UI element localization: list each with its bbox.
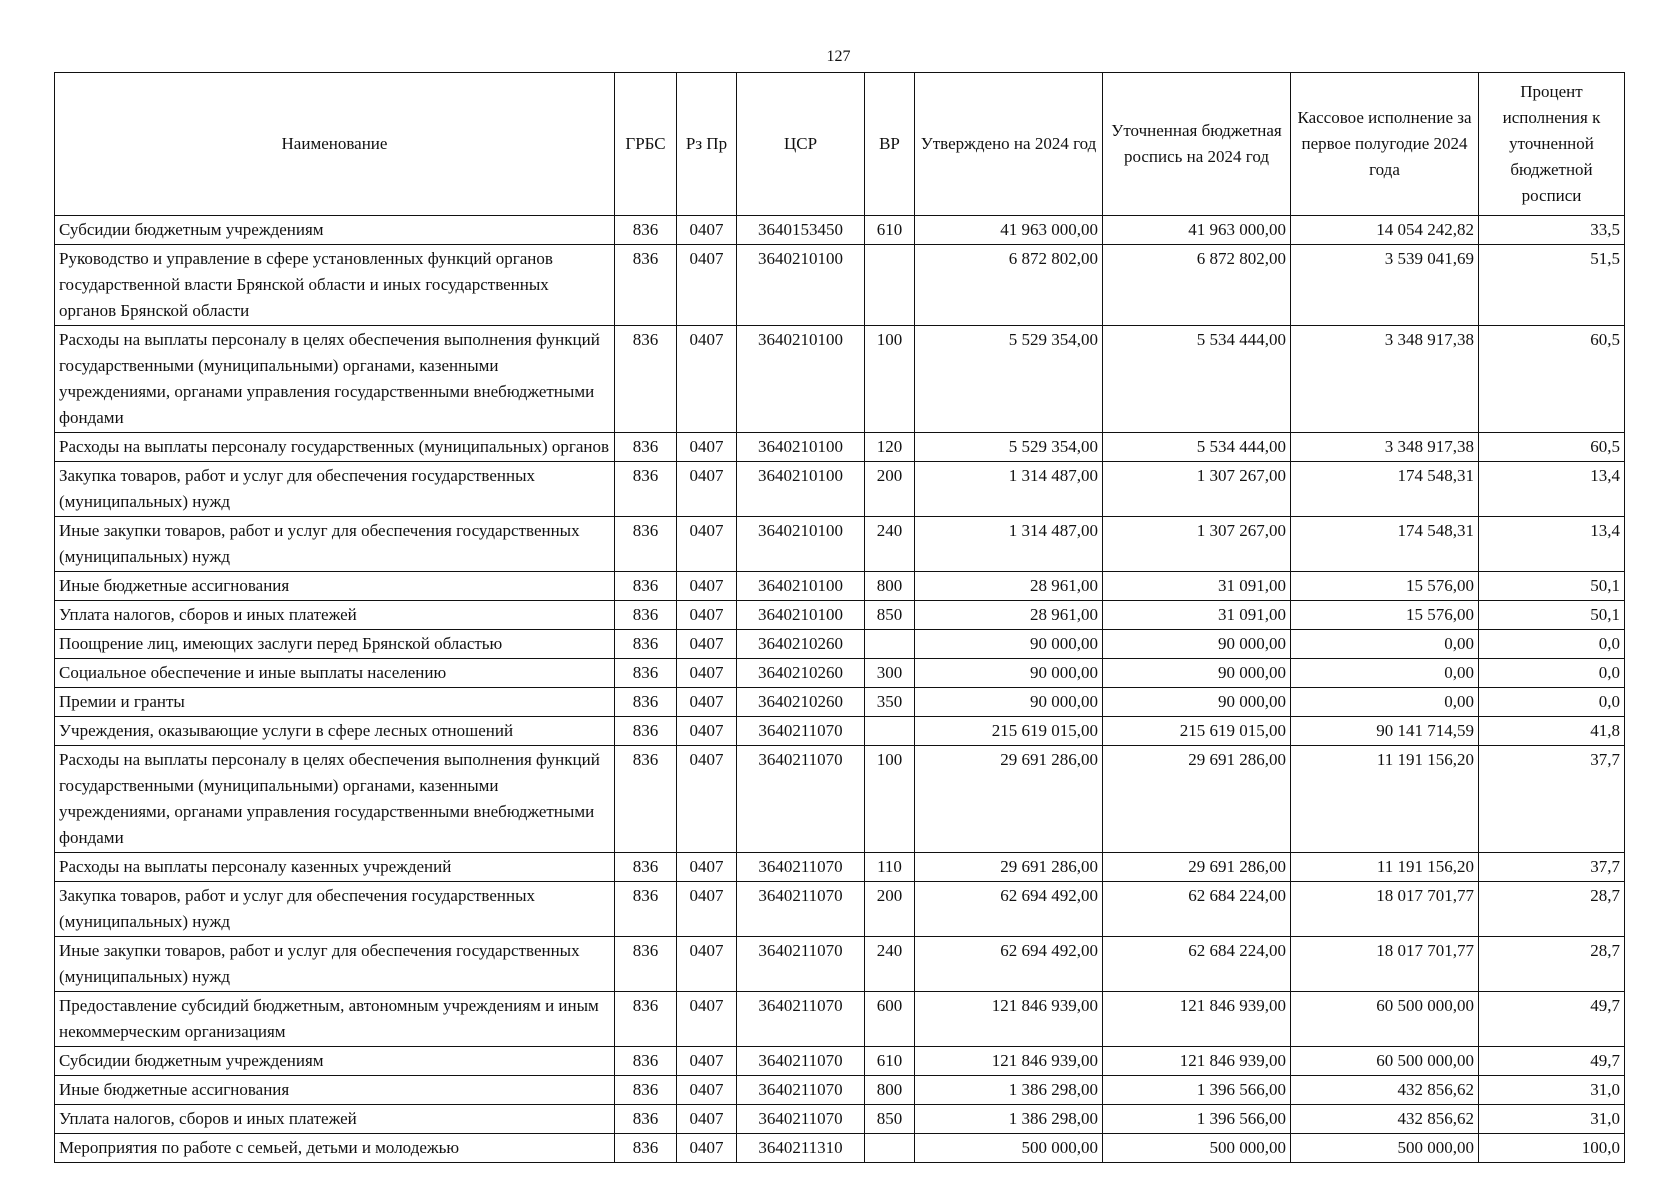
cell-csr: 3640210260 [737,688,865,717]
cell-cash: 174 548,31 [1291,517,1479,572]
table-row [55,1105,1625,1134]
cell-grbs: 836 [615,746,677,853]
cell-refined: 1 396 566,00 [1103,1105,1291,1134]
cell-vr: 200 [865,882,915,937]
cell-refined: 31 091,00 [1103,601,1291,630]
cell-percent: 37,7 [1479,853,1625,882]
cell-refined: 62 684 224,00 [1103,937,1291,992]
header-percent: Процент исполнения к уточненной бюджетной росписи [1479,73,1625,216]
cell-rzpr: 0407 [677,517,737,572]
cell-cash: 11 191 156,20 [1291,746,1479,853]
cell-rzpr: 0407 [677,1076,737,1105]
cell-csr: 3640211070 [737,992,865,1047]
cell-cash: 11 191 156,20 [1291,853,1479,882]
cell-grbs: 836 [615,937,677,992]
cell-refined: 1 396 566,00 [1103,1076,1291,1105]
table-row [55,326,1625,433]
table-row [55,717,1625,746]
cell-rzpr: 0407 [677,937,737,992]
cell-refined: 5 534 444,00 [1103,433,1291,462]
cell-approved: 90 000,00 [915,659,1103,688]
cell-name: Расходы на выплаты персоналу в целях обеспечения выполнения функций государственными (муниципальными) органами, казенными учреждениями, органами управления государственными внебюджетными фондами [55,326,615,433]
cell-approved: 1 314 487,00 [915,517,1103,572]
cell-vr: 850 [865,1105,915,1134]
cell-name: Поощрение лиц, имеющих заслуги перед Брянской областью [55,630,615,659]
table-row [55,245,1625,326]
table-row [55,992,1625,1047]
cell-percent: 13,4 [1479,517,1625,572]
header-approved: Утверждено на 2024 год [915,73,1103,216]
table-header-row [55,73,1625,216]
cell-name: Иные бюджетные ассигнования [55,1076,615,1105]
cell-approved: 62 694 492,00 [915,882,1103,937]
cell-csr: 3640210100 [737,245,865,326]
cell-approved: 1 314 487,00 [915,462,1103,517]
cell-refined: 62 684 224,00 [1103,882,1291,937]
page-number: 127 [826,48,851,65]
cell-rzpr: 0407 [677,245,737,326]
table-row [55,630,1625,659]
cell-percent: 50,1 [1479,572,1625,601]
cell-refined: 500 000,00 [1103,1134,1291,1163]
cell-name: Руководство и управление в сфере установленных функций органов государственной власти Брянской области и иных государственных органов Брянской области [55,245,615,326]
cell-name: Закупка товаров, работ и услуг для обеспечения государственных (муниципальных) нужд [55,462,615,517]
cell-refined: 90 000,00 [1103,659,1291,688]
cell-refined: 29 691 286,00 [1103,746,1291,853]
cell-name: Мероприятия по работе с семьей, детьми и молодежью [55,1134,615,1163]
cell-cash: 90 141 714,59 [1291,717,1479,746]
cell-cash: 500 000,00 [1291,1134,1479,1163]
table-row [55,1047,1625,1076]
cell-approved: 41 963 000,00 [915,216,1103,245]
cell-grbs: 836 [615,326,677,433]
table-row [55,216,1625,245]
cell-percent: 33,5 [1479,216,1625,245]
cell-grbs: 836 [615,717,677,746]
cell-percent: 49,7 [1479,992,1625,1047]
cell-refined: 41 963 000,00 [1103,216,1291,245]
header-grbs: ГРБС [615,73,677,216]
cell-csr: 3640211310 [737,1134,865,1163]
table-row [55,746,1625,853]
cell-csr: 3640211070 [737,1105,865,1134]
cell-vr [865,717,915,746]
cell-csr: 3640210100 [737,601,865,630]
cell-grbs: 836 [615,572,677,601]
cell-cash: 60 500 000,00 [1291,1047,1479,1076]
cell-cash: 432 856,62 [1291,1105,1479,1134]
table-row [55,688,1625,717]
cell-rzpr: 0407 [677,630,737,659]
cell-grbs: 836 [615,216,677,245]
cell-refined: 215 619 015,00 [1103,717,1291,746]
cell-percent: 49,7 [1479,1047,1625,1076]
cell-refined: 90 000,00 [1103,630,1291,659]
cell-vr: 240 [865,937,915,992]
cell-vr: 610 [865,1047,915,1076]
cell-cash: 3 348 917,38 [1291,433,1479,462]
table-row [55,601,1625,630]
cell-percent: 100,0 [1479,1134,1625,1163]
cell-rzpr: 0407 [677,572,737,601]
table-row [55,1076,1625,1105]
table-row [55,659,1625,688]
cell-cash: 3 348 917,38 [1291,326,1479,433]
cell-grbs: 836 [615,433,677,462]
header-rzpr: Рз Пр [677,73,737,216]
cell-rzpr: 0407 [677,216,737,245]
cell-vr: 200 [865,462,915,517]
cell-cash: 0,00 [1291,688,1479,717]
cell-cash: 15 576,00 [1291,601,1479,630]
cell-vr: 850 [865,601,915,630]
header-refined: Уточненная бюджетная роспись на 2024 год [1103,73,1291,216]
table-body [55,216,1625,1163]
cell-grbs: 836 [615,853,677,882]
cell-percent: 31,0 [1479,1105,1625,1134]
cell-vr: 350 [865,688,915,717]
cell-grbs: 836 [615,601,677,630]
cell-grbs: 836 [615,1134,677,1163]
cell-vr: 610 [865,216,915,245]
cell-cash: 15 576,00 [1291,572,1479,601]
cell-vr [865,245,915,326]
cell-refined: 1 307 267,00 [1103,517,1291,572]
cell-name: Иные закупки товаров, работ и услуг для обеспечения государственных (муниципальных) нужд [55,937,615,992]
cell-cash: 174 548,31 [1291,462,1479,517]
cell-name: Субсидии бюджетным учреждениям [55,216,615,245]
table-row [55,937,1625,992]
cell-grbs: 836 [615,992,677,1047]
cell-grbs: 836 [615,1105,677,1134]
cell-csr: 3640211070 [737,717,865,746]
cell-percent: 60,5 [1479,433,1625,462]
cell-csr: 3640210260 [737,659,865,688]
table-row [55,433,1625,462]
cell-rzpr: 0407 [677,992,737,1047]
table-row [55,572,1625,601]
cell-percent: 41,8 [1479,717,1625,746]
cell-vr: 300 [865,659,915,688]
cell-cash: 0,00 [1291,659,1479,688]
cell-percent: 0,0 [1479,659,1625,688]
cell-percent: 31,0 [1479,1076,1625,1105]
cell-name: Расходы на выплаты персоналу казенных учреждений [55,853,615,882]
cell-grbs: 836 [615,630,677,659]
cell-csr: 3640210100 [737,462,865,517]
cell-percent: 60,5 [1479,326,1625,433]
cell-vr: 100 [865,746,915,853]
cell-refined: 31 091,00 [1103,572,1291,601]
cell-csr: 3640210100 [737,433,865,462]
cell-vr: 240 [865,517,915,572]
cell-csr: 3640210100 [737,517,865,572]
cell-csr: 3640211070 [737,853,865,882]
cell-name: Субсидии бюджетным учреждениям [55,1047,615,1076]
cell-rzpr: 0407 [677,433,737,462]
cell-cash: 3 539 041,69 [1291,245,1479,326]
cell-name: Социальное обеспечение и иные выплаты населению [55,659,615,688]
cell-vr: 100 [865,326,915,433]
cell-percent: 0,0 [1479,688,1625,717]
cell-percent: 13,4 [1479,462,1625,517]
table-row [55,853,1625,882]
cell-refined: 1 307 267,00 [1103,462,1291,517]
cell-approved: 90 000,00 [915,630,1103,659]
cell-rzpr: 0407 [677,601,737,630]
cell-approved: 5 529 354,00 [915,433,1103,462]
cell-grbs: 836 [615,462,677,517]
cell-vr [865,1134,915,1163]
cell-approved: 121 846 939,00 [915,992,1103,1047]
cell-grbs: 836 [615,659,677,688]
header-name: Наименование [55,73,615,216]
cell-percent: 51,5 [1479,245,1625,326]
cell-cash: 432 856,62 [1291,1076,1479,1105]
cell-grbs: 836 [615,517,677,572]
cell-cash: 18 017 701,77 [1291,882,1479,937]
cell-refined: 29 691 286,00 [1103,853,1291,882]
cell-rzpr: 0407 [677,853,737,882]
cell-refined: 5 534 444,00 [1103,326,1291,433]
cell-name: Иные закупки товаров, работ и услуг для обеспечения государственных (муниципальных) нужд [55,517,615,572]
table-row [55,517,1625,572]
cell-csr: 3640211070 [737,937,865,992]
cell-name: Премии и гранты [55,688,615,717]
cell-csr: 3640210260 [737,630,865,659]
cell-vr: 120 [865,433,915,462]
header-csr: ЦСР [737,73,865,216]
cell-approved: 1 386 298,00 [915,1105,1103,1134]
cell-cash: 0,00 [1291,630,1479,659]
cell-name: Закупка товаров, работ и услуг для обеспечения государственных (муниципальных) нужд [55,882,615,937]
cell-csr: 3640211070 [737,1076,865,1105]
cell-csr: 3640210100 [737,326,865,433]
cell-approved: 29 691 286,00 [915,746,1103,853]
cell-refined: 121 846 939,00 [1103,1047,1291,1076]
cell-approved: 121 846 939,00 [915,1047,1103,1076]
cell-refined: 6 872 802,00 [1103,245,1291,326]
cell-percent: 28,7 [1479,937,1625,992]
cell-grbs: 836 [615,688,677,717]
cell-vr: 110 [865,853,915,882]
cell-rzpr: 0407 [677,659,737,688]
header-cash: Кассовое исполнение за первое полугодие 2024 года [1291,73,1479,216]
table-row [55,462,1625,517]
cell-approved: 500 000,00 [915,1134,1103,1163]
cell-cash: 14 054 242,82 [1291,216,1479,245]
cell-csr: 3640153450 [737,216,865,245]
cell-rzpr: 0407 [677,1047,737,1076]
cell-name: Уплата налогов, сборов и иных платежей [55,601,615,630]
cell-csr: 3640211070 [737,882,865,937]
cell-grbs: 836 [615,1076,677,1105]
cell-vr: 800 [865,572,915,601]
cell-approved: 5 529 354,00 [915,326,1103,433]
cell-vr: 800 [865,1076,915,1105]
cell-name: Предоставление субсидий бюджетным, автономным учреждениям и иным некоммерческим организациям [55,992,615,1047]
budget-table [54,72,1625,1163]
cell-approved: 215 619 015,00 [915,717,1103,746]
cell-name: Уплата налогов, сборов и иных платежей [55,1105,615,1134]
cell-vr: 600 [865,992,915,1047]
cell-percent: 0,0 [1479,630,1625,659]
cell-vr [865,630,915,659]
cell-approved: 90 000,00 [915,688,1103,717]
cell-csr: 3640210100 [737,572,865,601]
cell-rzpr: 0407 [677,1105,737,1134]
cell-approved: 29 691 286,00 [915,853,1103,882]
cell-refined: 121 846 939,00 [1103,992,1291,1047]
cell-rzpr: 0407 [677,462,737,517]
cell-rzpr: 0407 [677,688,737,717]
cell-rzpr: 0407 [677,882,737,937]
cell-name: Иные бюджетные ассигнования [55,572,615,601]
cell-cash: 60 500 000,00 [1291,992,1479,1047]
cell-percent: 28,7 [1479,882,1625,937]
table-row [55,882,1625,937]
cell-approved: 28 961,00 [915,601,1103,630]
cell-rzpr: 0407 [677,717,737,746]
cell-name: Расходы на выплаты персоналу государственных (муниципальных) органов [55,433,615,462]
cell-percent: 37,7 [1479,746,1625,853]
cell-grbs: 836 [615,882,677,937]
cell-name: Учреждения, оказывающие услуги в сфере лесных отношений [55,717,615,746]
cell-rzpr: 0407 [677,746,737,853]
cell-cash: 18 017 701,77 [1291,937,1479,992]
cell-percent: 50,1 [1479,601,1625,630]
cell-approved: 62 694 492,00 [915,937,1103,992]
cell-csr: 3640211070 [737,746,865,853]
table-row [55,1134,1625,1163]
cell-refined: 90 000,00 [1103,688,1291,717]
cell-approved: 28 961,00 [915,572,1103,601]
cell-csr: 3640211070 [737,1047,865,1076]
cell-name: Расходы на выплаты персоналу в целях обеспечения выполнения функций государственными (муниципальными) органами, казенными учреждениями, органами управления государственными внебюджетными фондами [55,746,615,853]
cell-grbs: 836 [615,245,677,326]
cell-rzpr: 0407 [677,326,737,433]
cell-grbs: 836 [615,1047,677,1076]
cell-rzpr: 0407 [677,1134,737,1163]
cell-approved: 1 386 298,00 [915,1076,1103,1105]
header-vr: ВР [865,73,915,216]
cell-approved: 6 872 802,00 [915,245,1103,326]
